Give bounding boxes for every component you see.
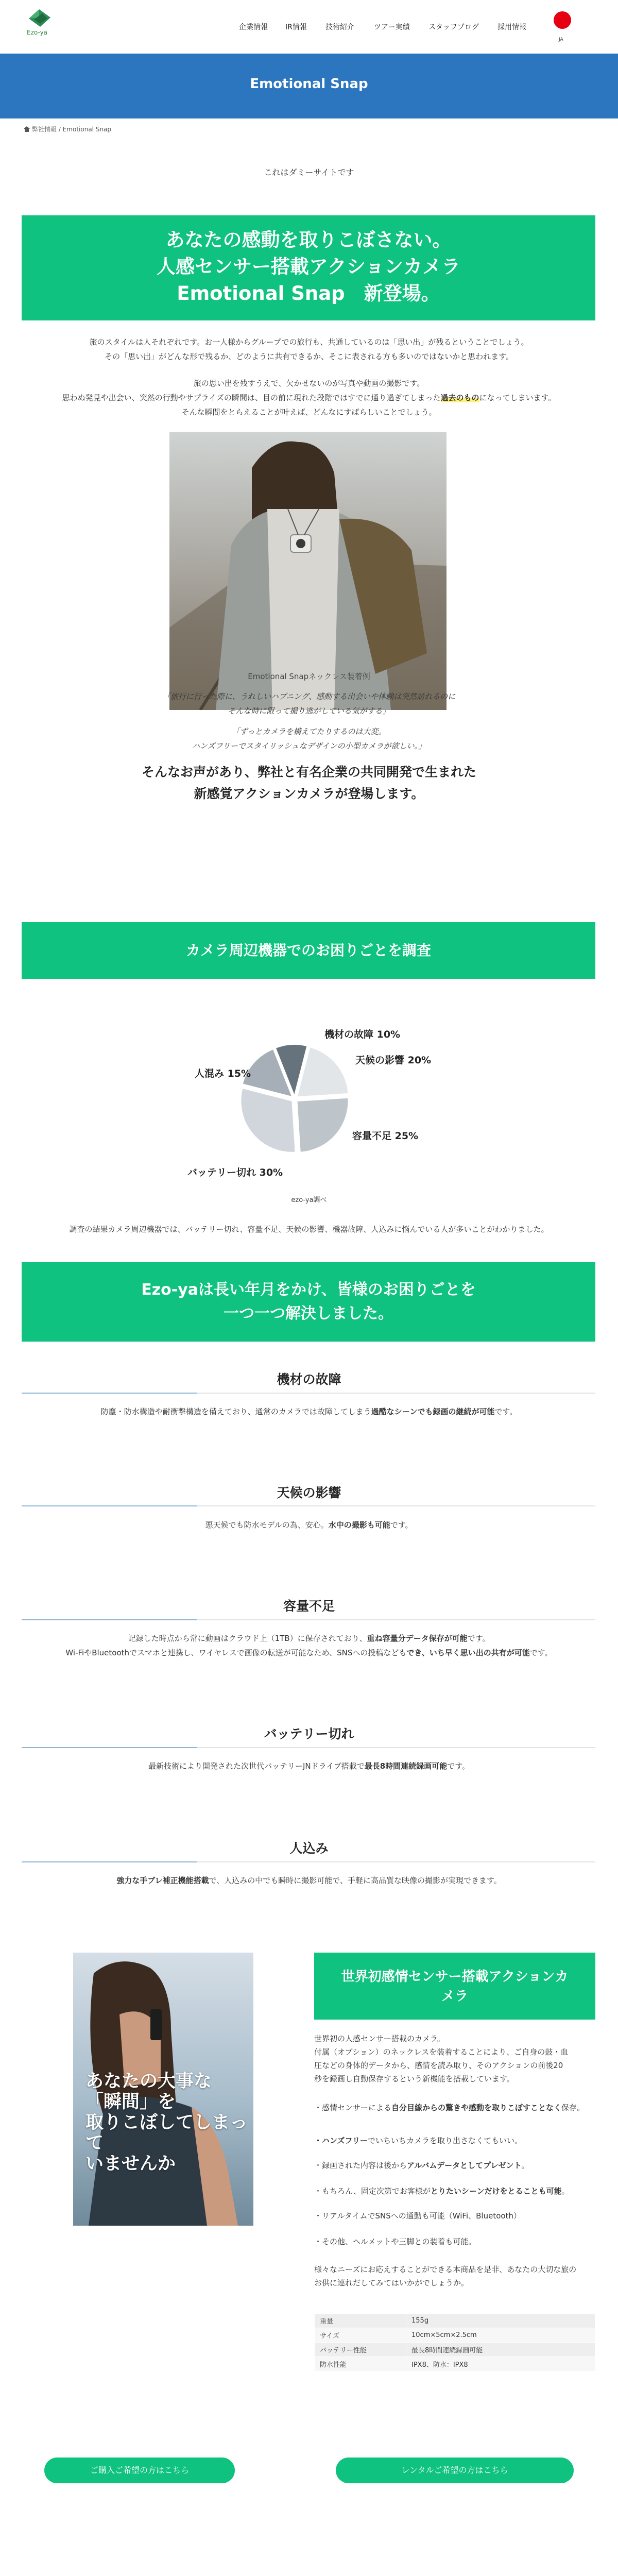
intro-headline-line: Emotional Snap 新登場。 xyxy=(177,282,440,304)
text-line: そんな瞬間をとらえることが叶えば、どんなにすばらしいことでしょう。 xyxy=(181,408,437,417)
section-title-equipment: 機材の故障 xyxy=(277,1372,341,1387)
bold-text: でき、いち早く思い出の共有が可能 xyxy=(406,1648,530,1657)
bold-text: 水中の撮影も可能 xyxy=(328,1520,390,1530)
text-span: 。 xyxy=(521,2161,529,2170)
table-row xyxy=(315,2314,595,2328)
survey-summary: 調査の結果カメラ周辺機器では、バッテリー切れ、容量不足、天候の影響、機器故障、人込みに悩んでいる人が多いことがわかりました。 xyxy=(69,1225,549,1234)
text-line: その「思い出」がどんな形で残るか、どのように共有できるか、そこに表される方も多いのではないかと思われます。 xyxy=(105,352,513,361)
spec-label: 防水性能 xyxy=(315,2357,406,2371)
spec-label: 重量 xyxy=(315,2314,406,2328)
nav-item-staff-blog[interactable]: スタッフブログ xyxy=(428,23,479,31)
pie-label-equipment: 機材の故障 10% xyxy=(324,1029,401,1040)
text-line: 世界初の人感センサー搭載のカメラ。 xyxy=(314,2034,445,2043)
bold-text: ・ハンズフリー xyxy=(314,2136,368,2145)
survey-pie-chart xyxy=(154,1018,464,1182)
section-title-weather: 天候の影響 xyxy=(277,1485,341,1500)
nav-item-ir[interactable]: IR情報 xyxy=(285,23,307,31)
section-title-battery: バッテリー切れ xyxy=(264,1726,354,1741)
promo-bullet xyxy=(314,2159,595,2172)
text-span: です。 xyxy=(529,1648,553,1657)
text-line: いませんか xyxy=(85,2154,176,2174)
section-divider-accent xyxy=(22,1747,197,1748)
text-span: 防塵・防水構造や耐衝撃構造を備えており、通常のカメラでは故障してしまう xyxy=(100,1407,371,1416)
text-span: です。 xyxy=(467,1634,490,1643)
chart-source-caption: ezo-ya調べ xyxy=(291,1196,327,1204)
logo-text: Ezo-ya xyxy=(27,29,48,36)
text-line: 圧などの身体的データから、感情を読み取り、そのアクションの前後20 xyxy=(314,2061,563,2070)
text-line: 付属（オプション）のネックレスを装着することにより、ご自身の鼓・血 xyxy=(314,2047,569,2057)
nav-item-company[interactable]: 企業情報 xyxy=(239,23,268,31)
text-span: 思わぬ発見や出会い、突然の行動やサプライズの瞬間は、目の前に現れた段階ではすでに通り過ぎてしまった xyxy=(62,393,441,402)
text-span: で、人込みの中でも瞬時に撮影可能で、手軽に高品質な映像の撮影が実現できます。 xyxy=(209,1876,502,1885)
woman-with-camera-photo xyxy=(169,432,447,710)
survey-title: カメラ周辺機器でのお困りごとを調査 xyxy=(185,942,431,959)
intro-conclusion xyxy=(0,761,618,805)
breadcrumb-current: Emotional Snap xyxy=(62,126,112,133)
intro-headline-line: あなたの感動を取りこぼさない。 xyxy=(165,229,452,251)
promo-headline-line: 世界初感情センサー搭載アクションカ xyxy=(341,1969,569,1985)
text-line xyxy=(0,391,618,405)
section-title-crowds: 人込み xyxy=(289,1841,329,1856)
text-line: そんなお声があり、弊社と有名企業の共同開発で生まれた xyxy=(141,765,476,779)
promo-headline-line: メラ xyxy=(441,1989,468,2004)
text-span: でいちいちカメラを取り出さなくてもいい。 xyxy=(367,2136,522,2145)
customer-quote-1 xyxy=(0,689,618,718)
product-worn-photo xyxy=(169,432,447,710)
text-line: そんな時に限って撮り逃がしている気がする」 xyxy=(228,706,390,716)
text-line: 「旅行に行った際に、うれしいハプニング、感動する出会いや体験は突然訪れるのに xyxy=(162,692,456,701)
text-line xyxy=(0,1631,618,1646)
promo-bullet: ・その他、ヘルメットや三脚との装着も可能。 xyxy=(314,2237,476,2246)
nav-item-tours[interactable]: ツアー実績 xyxy=(374,23,410,31)
pie-label-crowds: 人混み 15% xyxy=(195,1068,251,1079)
promo-bullet: ・リアルタイムでSNSへの通動も可能（WiFi、Bluetooth） xyxy=(314,2211,521,2221)
text-span: 最新技術により開発された次世代バッテリーJNドライブ搭載で xyxy=(148,1761,365,1771)
text-span: です。 xyxy=(494,1407,518,1416)
bold-text: 強力な手ブレ補正機能搭載 xyxy=(116,1876,209,1885)
text-line: あなたの大事な xyxy=(85,2071,212,2092)
spec-value: 10cm×5cm×2.5cm xyxy=(406,2328,595,2343)
bold-text: とりたいシーンだけをとることも可能 xyxy=(430,2187,562,2196)
nav-item-technology[interactable]: 技術紹介 xyxy=(325,23,354,31)
text-span: 保存。 xyxy=(561,2103,585,2112)
section-divider-accent xyxy=(22,1861,197,1862)
language-switch[interactable] xyxy=(552,11,572,47)
text-span: です。 xyxy=(447,1761,470,1771)
breadcrumb-separator: / xyxy=(58,126,61,133)
section-text-weather xyxy=(0,1518,618,1532)
text-line: 秒を録画し自動保存するという新機能を搭載しています。 xyxy=(314,2074,514,2083)
text-span: ・録画された内容は後から xyxy=(314,2161,407,2170)
survey-headline-box xyxy=(22,922,595,979)
table-row xyxy=(315,2357,595,2371)
pie-label-storage: 容量不足 25% xyxy=(352,1130,419,1142)
text-line: 旅のスタイルは人それぞれです。お一人様からグループでの旅行も、共通しているのは「思い出」が残るということでしょう。 xyxy=(89,337,529,347)
pie-slice-storage xyxy=(297,1098,349,1153)
promo-intro xyxy=(314,2032,595,2086)
solution-headline-box xyxy=(22,1262,595,1342)
promo-outro xyxy=(314,2263,595,2290)
text-line xyxy=(0,1646,618,1660)
spec-label: バッテリー性能 xyxy=(315,2343,406,2357)
section-text-battery xyxy=(0,1759,618,1773)
text-span: 悪天候でも防水モデルの為、安心。 xyxy=(205,1520,329,1530)
text-span: になってしまいます。 xyxy=(479,393,556,402)
promo-bullet xyxy=(314,2101,595,2114)
text-line: 「ずっとカメラを構えてたりするのは大変。 xyxy=(232,727,386,736)
text-span: Wi-FiやBluetoothでスマホと連携し、ワイヤレスで画像の転送が可能なため、SNSへの投稿なども xyxy=(65,1648,407,1657)
solution-headline-line: Ezo-yaは長い年月をかけ、皆様のお困りごとを xyxy=(141,1281,476,1299)
customer-quote-2 xyxy=(0,724,618,753)
intro-paragraph-2 xyxy=(0,376,618,419)
section-divider-accent xyxy=(22,1619,197,1620)
section-title-storage: 容量不足 xyxy=(283,1599,335,1614)
section-text-crowds xyxy=(0,1873,618,1888)
text-line: 新感覚アクションカメラが登場します。 xyxy=(194,786,424,801)
promo-bullet xyxy=(314,2184,595,2198)
section-divider-accent xyxy=(22,1505,197,1506)
pie-chart-svg xyxy=(154,1018,464,1182)
dummy-notice: これはダミーサイトです xyxy=(264,167,354,177)
section-text-storage xyxy=(0,1631,618,1660)
bold-text: 自分目線からの驚きや感動を取りこぼすことなく xyxy=(391,2103,562,2112)
bold-text: アルバムデータとしてプレゼント xyxy=(407,2161,522,2170)
photo-caption: Emotional Snapネックレス装着例 xyxy=(248,672,370,681)
pie-label-weather: 天候の影響 20% xyxy=(355,1055,432,1066)
spec-label: サイズ xyxy=(315,2328,406,2343)
site-header xyxy=(0,0,618,54)
language-label: JA xyxy=(559,37,563,42)
promo-bullet xyxy=(314,2134,595,2147)
breadcrumb xyxy=(24,125,111,133)
solution-headline-line: 一つ一つ解決しました。 xyxy=(224,1304,393,1323)
text-line: ハンズフリーでスタイリッシュなデザインの小型カメラが欲しい。」 xyxy=(192,741,426,751)
rent-button[interactable]: レンタルご希望の方はこちら xyxy=(336,2458,574,2483)
text-span: ・感情センサーによる xyxy=(314,2103,392,2112)
text-span: 。 xyxy=(561,2187,570,2196)
spec-value: 155g xyxy=(406,2314,595,2328)
promo-headline-box xyxy=(314,1953,595,2020)
intro-headline-box xyxy=(22,215,595,320)
spec-value: IPX8、防水：IPX8 xyxy=(406,2357,595,2371)
pie-slice-battery xyxy=(241,1088,295,1153)
page-title: Emotional Snap xyxy=(250,76,368,92)
intro-headline-line: 人感センサー搭載アクションカメラ xyxy=(156,256,461,278)
promo-photo xyxy=(73,1953,253,2226)
spec-value: 最長8時間連続録画可能 xyxy=(406,2343,595,2357)
buy-button[interactable]: ご購入ご希望の方はこちら xyxy=(44,2458,235,2483)
text-line: 取りこぼしてしまって xyxy=(85,2112,248,2154)
intro-paragraph-1 xyxy=(0,335,618,364)
highlight-text: 過去のもの xyxy=(440,393,479,402)
bold-text: 過酷なシーンでも録画の継続が可能 xyxy=(371,1407,495,1416)
section-divider-accent xyxy=(22,1393,197,1394)
text-span: ・もちろん、固定次第でお客様が xyxy=(314,2187,431,2196)
table-row xyxy=(315,2343,595,2357)
bold-text: 最長8時間連続録画可能 xyxy=(364,1761,448,1771)
logo-mark-icon xyxy=(27,7,53,28)
text-span: です。 xyxy=(390,1520,413,1530)
text-line: 旅の思い出を残すうえで、欠かせないのが写真や動画の撮影です。 xyxy=(193,379,425,388)
pie-label-battery: バッテリー切れ 30% xyxy=(187,1167,283,1178)
nav-item-recruit[interactable]: 採用情報 xyxy=(497,23,526,31)
breadcrumb-home[interactable]: 弊社情報 xyxy=(32,126,57,133)
section-text-equipment xyxy=(0,1404,618,1419)
text-span: 記録した時点から常に動画はクラウド上（1TB）に保存されており、 xyxy=(128,1634,367,1643)
spec-table xyxy=(314,2313,595,2371)
bold-text: 重ね容量分データ保存が可能 xyxy=(367,1634,468,1643)
japan-flag-icon xyxy=(554,11,571,29)
site-logo[interactable] xyxy=(24,7,60,38)
text-line: 「瞬間」を xyxy=(85,2092,176,2112)
text-line: お供に連れだしてみてはいかがでしょうか。 xyxy=(314,2278,469,2287)
table-row xyxy=(315,2328,595,2343)
page-hero xyxy=(0,54,618,118)
promo-photo-text xyxy=(85,2071,253,2174)
text-line: 様々なニーズにお応えすることができる本商品を是非、あなたの大切な旅の xyxy=(314,2265,577,2274)
home-icon xyxy=(24,126,30,132)
